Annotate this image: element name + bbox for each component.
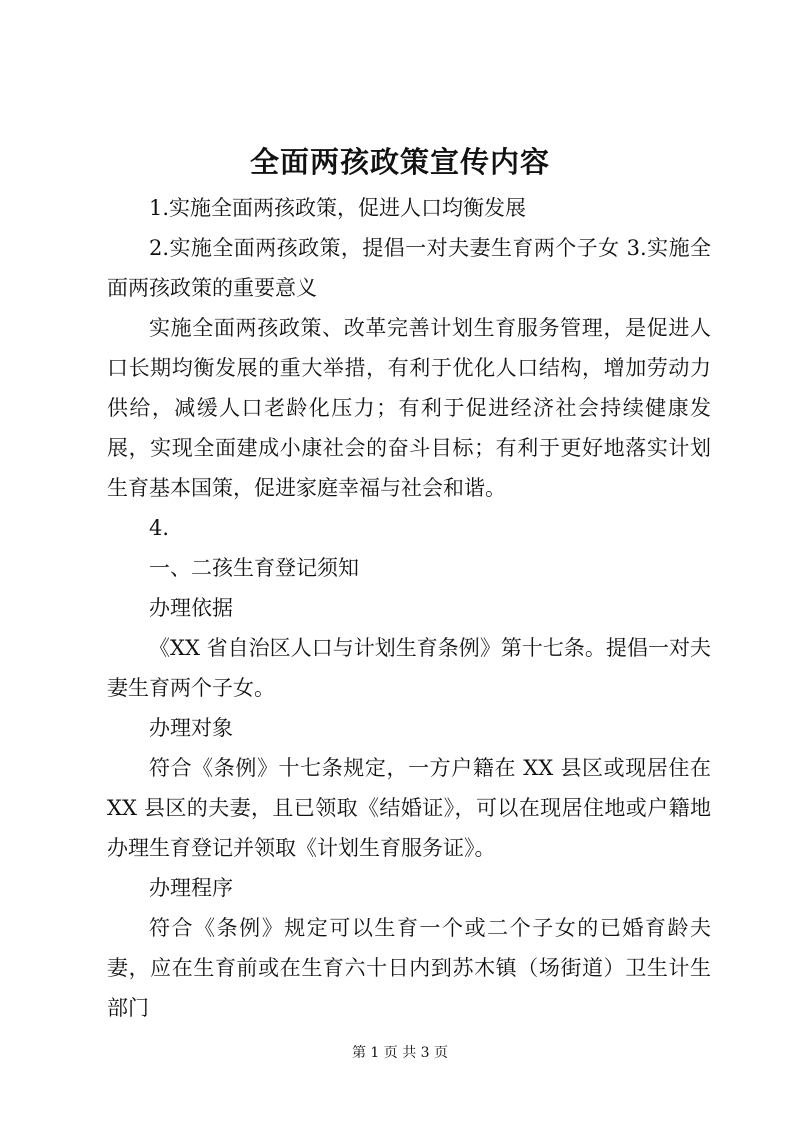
document-body <box>107 188 711 1028</box>
paragraph: 4. <box>149 516 170 540</box>
paragraph: 2.实施全面两孩政策，提倡一对夫妻生育两个子女 3.实施全面两孩政策的重要意义 <box>107 236 711 300</box>
section-heading: 一、二孩生育登记须知 <box>149 556 359 580</box>
paragraph: 1.实施全面两孩政策，促进人口均衡发展 <box>149 196 527 220</box>
paragraph: 符合《条例》十七条规定，一方户籍在 XX 县区或现居住在 XX 县区的夫妻，且已领取《结婚证》，可以在现居住地或户籍地办理生育登记并领取《计划生育服务证》。 <box>107 756 711 860</box>
paragraph: 符合《条例》规定可以生育一个或二个子女的已婚育龄夫妻，应在生育前或在生育六十日内到苏木镇（场街道）卫生计生部门 <box>107 916 711 1020</box>
page-number-footer: 第 1 页 共 3 页 <box>351 1045 449 1061</box>
subheading: 办理依据 <box>149 596 233 620</box>
document-title: 全面两孩政策宣传内容 <box>249 145 550 179</box>
paragraph: 《XX 省自治区人口与计划生育条例》第十七条。提倡一对夫妻生育两个子女。 <box>107 636 711 700</box>
subheading: 办理对象 <box>149 716 233 740</box>
subheading: 办理程序 <box>149 876 233 900</box>
paragraph: 实施全面两孩政策、改革完善计划生育服务管理，是促进人口长期均衡发展的重大举措，有利于优化人口结构，增加劳动力供给，减缓人口老龄化压力；有利于促进经济社会持续健康发展，实现全面建成小康社会的奋斗目标；有利于更好地落实计划生育基本国策，促进家庭幸福与社会和谐。 <box>107 316 711 500</box>
